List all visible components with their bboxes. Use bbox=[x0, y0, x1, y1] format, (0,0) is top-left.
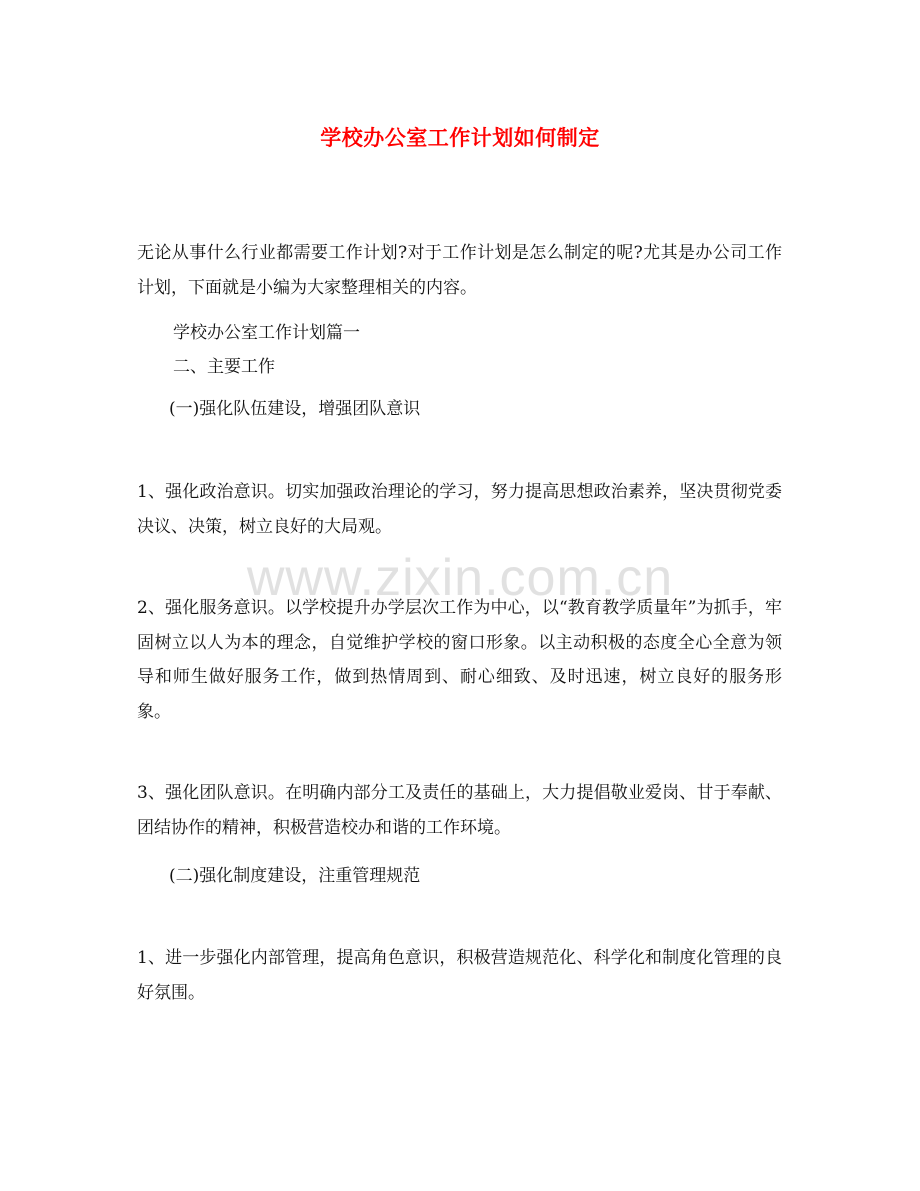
paragraph-item-1-2: 2、强化服务意识。以学校提升办学层次工作为中心，以“教育教学质量年”为抓手，牢固树立以人为本的理念，自觉维护学校的窗口形象。以主动积极的态度全心全意为领导和师生做好服务工作，做到热情周到、耐心细致、及时迅速，树立良好的服务形象。 bbox=[137, 598, 782, 722]
subsection-heading-1: (一)强化队伍建设，增强团队意识 bbox=[169, 399, 421, 419]
main-heading: 二、主要工作 bbox=[173, 357, 275, 377]
paragraph-item-2-1: 1、进一步强化内部管理，提高角色意识，积极营造规范化、科学化和制度化管理的良好氛围。 bbox=[137, 948, 782, 1003]
document-title: 学校办公室工作计划如何制定 bbox=[320, 125, 600, 150]
subsection-heading-2: (二)强化制度建设，注重管理规范 bbox=[169, 866, 421, 886]
section-heading: 学校办公室工作计划篇一 bbox=[173, 323, 360, 343]
paragraph-item-1-3: 3、强化团队意识。在明确内部分工及责任的基础上，大力提倡敬业爱岗、甘于奉献、团结协作的精神，积极营造校办和谐的工作环境。 bbox=[137, 783, 782, 838]
watermark: www.zixin.com.cn bbox=[246, 549, 674, 607]
intro-paragraph: 无论从事什么行业都需要工作计划?对于工作计划是怎么制定的呢?尤其是办公司工作计划，下面就是小编为大家整理相关的内容。 bbox=[137, 243, 782, 298]
paragraph-item-1-1: 1、强化政治意识。切实加强政治理论的学习，努力提高思想政治素养，坚决贯彻党委决议、决策，树立良好的大局观。 bbox=[137, 482, 782, 537]
